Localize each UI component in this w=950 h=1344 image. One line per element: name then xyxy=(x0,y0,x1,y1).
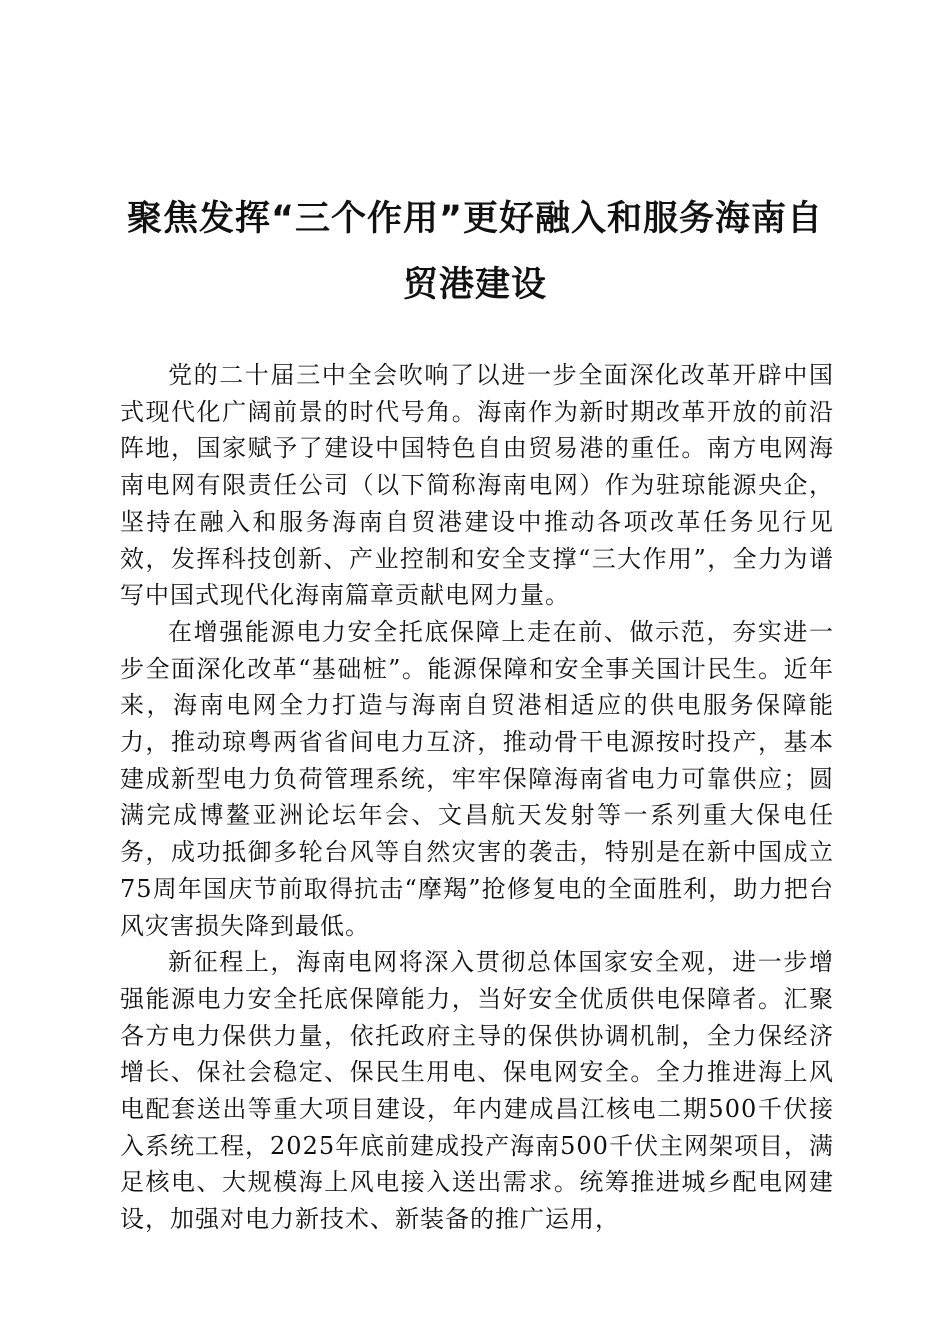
paragraph-new-journey: 新征程上，海南电网将深入贯彻总体国家安全观，进一步增强能源电力安全托底保障能力，当好安全优质供电保障者。汇聚各方电力保供力量，依托政府主导的保供协调机制，全力保经济增长、保社会稳定、保民生用电、保电网安全。全力推进海上风电配套送出等重大项目建设，年内建成昌江核电二期500千伏接入系统工程，2025年底前建成投产海南500千伏主网架项目，满足核电、大规模海上风电接入送出需求。统筹推进城乡配电网建设，加强对电力新技术、新装备的推广运用， xyxy=(120,948,834,1234)
document-body xyxy=(120,357,834,1238)
paragraph-intro: 党的二十届三中全会吹响了以进一步全面深化改革开辟中国式现代化广阔前景的时代号角。海南作为新时期改革开放的前沿阵地，国家赋予了建设中国特色自由贸易港的重任。南方电网海南电网有限责任公司（以下简称海南电网）作为驻琼能源央企，坚持在融入和服务海南自贸港建设中推动各项改革任务见行见效，发挥科技创新、产业控制和安全支撑“三大作用”，全力为谱写中国式现代化海南篇章贡献电网力量。 xyxy=(120,361,834,610)
paragraph-energy-security: 在增强能源电力安全托底保障上走在前、做示范，夯实进一步全面深化改革“基础桩”。能源保障和安全事关国计民生。近年来，海南电网全力打造与海南自贸港相适应的供电服务保障能力，推动琼粤两省省间电力互济，推动骨干电源按时投产，基本建成新型电力负荷管理系统，牢牢保障海南省电力可靠供应；圆满完成博鳌亚洲论坛年会、文昌航天发射等一系列重大保电任务，成功抵御多轮台风等自然灾害的袭击，特别是在新中国成立75周年国庆节前取得抗击“摩羯”抢修复电的全面胜利，助力把台风灾害损失降到最低。 xyxy=(120,617,834,940)
document-title: 聚焦发挥“三个作用”更好融入和服务海南自贸港建设 xyxy=(126,199,823,305)
